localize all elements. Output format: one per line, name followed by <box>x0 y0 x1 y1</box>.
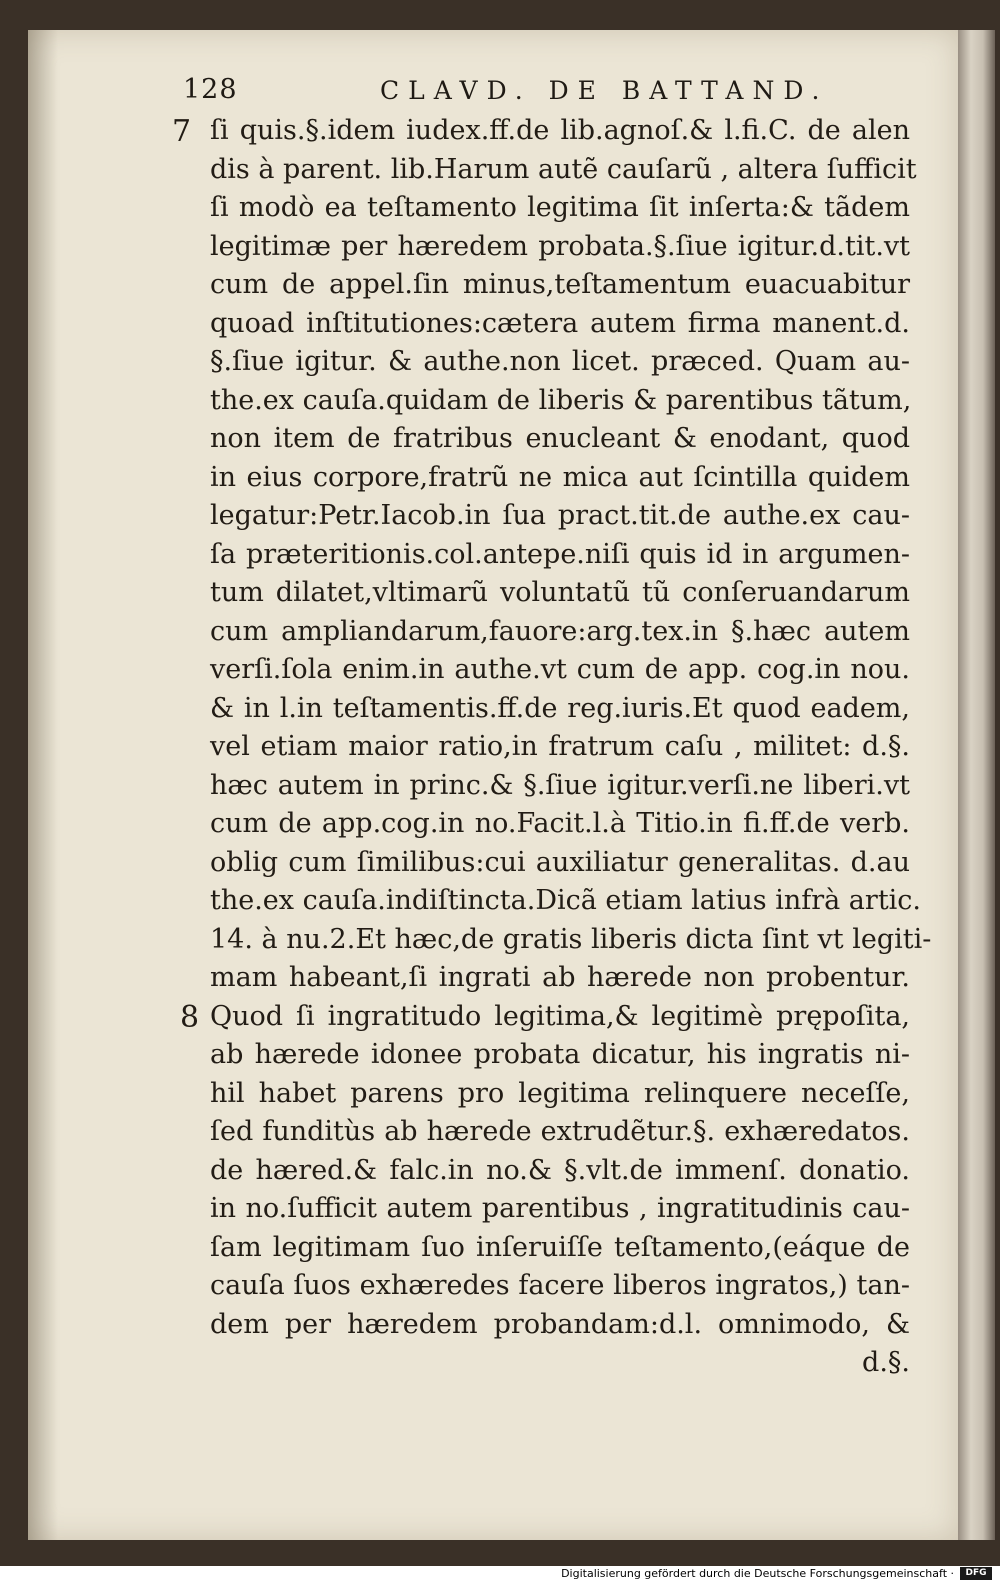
text-line: ſi modò ea teſtamento legitima ſit inſerta:& tãdem <box>210 192 910 223</box>
margin-number-7: 7 <box>172 114 192 149</box>
text-line: hil habet parens pro legitima relinquere neceſſe, <box>210 1077 910 1109</box>
running-head: CLAVD. DE BATTAND. <box>380 76 829 105</box>
text-line: ſed funditùs ab hærede extrudẽtur.§. exhæredatos. <box>210 1116 910 1147</box>
gutter-shadow <box>28 30 58 1540</box>
text-line: mam habeant,ſi ingrati ab hærede non probentur. <box>210 962 910 993</box>
text-line: verſi.ſola enim.in authe.vt cum de app. cog.in nou. <box>210 654 910 685</box>
text-line: cauſa ſuos exhæredes facere liberos ingratos,) tan- <box>210 1270 910 1301</box>
text-line: 14. à nu.2.Et hæc,de gratis liberis dicta ſint vt legiti- <box>210 923 932 955</box>
dfg-logo: DFG <box>960 1567 992 1580</box>
text-line: cum de app.cog.in no.Facit.l.à Titio.in fi.ff.de verb. <box>210 808 910 839</box>
text-line: §.ſiue igitur. & authe.non licet. præced. Quam au- <box>210 346 910 377</box>
text-line: legatur:Petr.Iacob.in ſua pract.tit.de authe.ex cau- <box>210 500 910 531</box>
digitization-footer <box>0 1566 1000 1582</box>
funding-credit: Digitalisierung gefördert durch die Deutsche Forschungsgemeinschaft · <box>561 1567 954 1580</box>
text-line: dem per hæredem probandam:d.l. omnimodo, & <box>210 1308 910 1340</box>
body-text <box>210 112 932 1383</box>
text-line: ab hærede idonee probata dicatur, his ingratis ni- <box>210 1039 910 1070</box>
text-line: hæc autem in princ.& §.ſiue igitur.verſi.ne liberi.vt <box>210 769 910 801</box>
text-line: dis à parent. lib.Harum autẽ cauſarũ , altera ſufficit <box>210 153 917 185</box>
text-line: ſam legitimam ſuo inſeruiſſe teſtamento,(eáque de <box>210 1231 910 1263</box>
text-line: oblig cum ſimilibus:cui auxiliatur generalitas. d.au <box>210 846 910 878</box>
text-line: in no.ſufficit autem parentibus , ingratitudinis cau- <box>210 1193 910 1224</box>
text-line: ſa præteritionis.col.antepe.niſi quis id in argumen- <box>210 538 910 570</box>
page-number: 128 <box>183 74 238 105</box>
text-line: the.ex cauſa.indiſtincta.Dicã etiam latius infrà artic. <box>210 885 922 916</box>
text-line: tum dilatet,vltimarũ voluntatũ tũ conſeruandarum <box>210 577 910 608</box>
text-line: vel etiam maior ratio,in fratrum caſu , militet: d.§. <box>210 731 910 762</box>
text-line: de hæred.& falc.in no.& §.vlt.de immenſ. donatio. <box>210 1154 910 1186</box>
text-line: legitimæ per hæredem probata.§.ſiue igitur.d.tit.vt <box>210 230 910 262</box>
margin-number-8: 8 <box>180 1000 200 1035</box>
text-line: d.§. <box>862 1347 910 1378</box>
page-header <box>0 74 1000 114</box>
text-line: cum de appel.ſin minus,teſtamentum euacuabitur <box>210 269 910 300</box>
text-line: Quod ſi ingratitudo legitima,& legitimè prępoſita, <box>210 1000 910 1032</box>
text-line: & in l.in teſtamentis.ff.de reg.iuris.Et quod eadem, <box>210 692 910 724</box>
text-line: the.ex cauſa.quidam de liberis & parentibus tãtum, <box>210 384 912 416</box>
page-edge <box>955 30 995 1540</box>
text-line: cum ampliandarum,fauore:arg.tex.in §.hæc autem <box>210 615 910 647</box>
text-line: in eius corpore,fratrũ ne mica aut ſcintilla quidem <box>210 461 910 493</box>
text-line: quoad inſtitutiones:cætera autem firma manent.d. <box>210 307 910 339</box>
text-line: ſi quis.§.idem iudex.ff.de lib.agnoſ.& l.fi.C. de alen <box>210 115 910 146</box>
text-line: non item de fratribus enucleant & enodant, quod <box>210 423 910 454</box>
